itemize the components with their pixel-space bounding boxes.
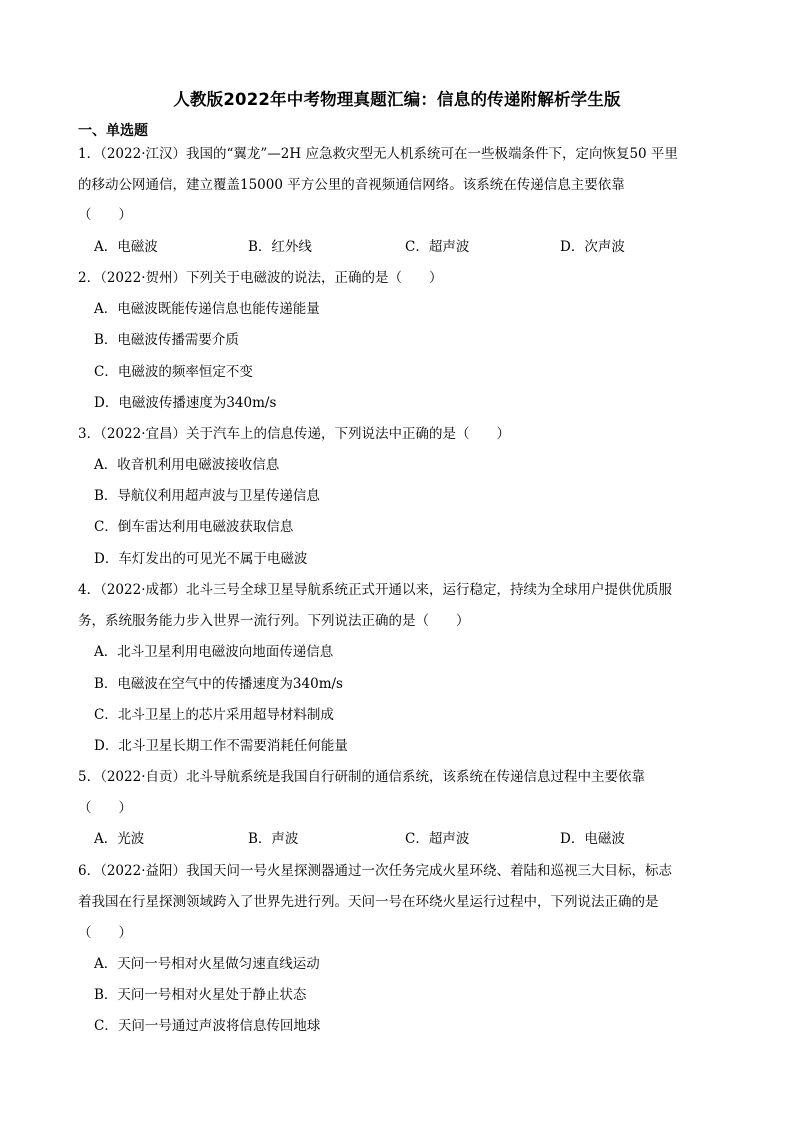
question-4-option-c: C．北斗卫星上的芯片采用超导材料制成 bbox=[94, 707, 334, 723]
question-5-line-2: （ ） bbox=[78, 800, 132, 816]
question-1-option-c: C．超声波 bbox=[405, 239, 470, 255]
question-6-line-1: 6．（2022·益阳）我国天问一号火星探测器通过一次任务完成火星环绕、着陆和巡视三大目标，标志 bbox=[78, 863, 672, 879]
question-1-option-a: A．电磁波 bbox=[94, 239, 158, 255]
question-3-option-c: C．倒车雷达利用电磁波获取信息 bbox=[94, 519, 294, 535]
question-5-option-b: B．声波 bbox=[248, 831, 299, 847]
question-1-option-d: D．次声波 bbox=[560, 239, 625, 255]
question-2-option-d: D．电磁波传播速度为340m/s bbox=[94, 395, 277, 411]
question-3-option-a: A．收音机利用电磁波接收信息 bbox=[94, 457, 280, 473]
question-5-option-c: C．超声波 bbox=[405, 831, 470, 847]
question-6-option-b: B．天问一号相对火星处于静止状态 bbox=[94, 987, 307, 1003]
section-heading: 一、单选题 bbox=[78, 123, 148, 139]
document-title: 人教版2022年中考物理真题汇编：信息的传递附解析学生版 bbox=[173, 90, 621, 109]
question-3-option-b: B．导航仪利用超声波与卫星传递信息 bbox=[94, 488, 320, 504]
question-5-line-1: 5．（2022·自贡）北斗导航系统是我国自行研制的通信系统，该系统在传递信息过程中主要依靠 bbox=[78, 769, 645, 785]
question-1-option-b: B．红外线 bbox=[248, 239, 312, 255]
question-1-line-2: 的移动公网通信，建立覆盖15000 平方公里的音视频通信网络。该系统在传递信息主要依靠 bbox=[78, 177, 625, 193]
question-4-option-b: B．电磁波在空气中的传播速度为340m/s bbox=[94, 676, 343, 692]
question-2-option-a: A．电磁波既能传递信息也能传递能量 bbox=[94, 301, 320, 317]
question-5-option-a: A．光波 bbox=[94, 831, 145, 847]
question-4-option-a: A．北斗卫星利用电磁波向地面传递信息 bbox=[94, 644, 334, 660]
question-3-line-1: 3．（2022·宜昌）关于汽车上的信息传递，下列说法中正确的是（ ） bbox=[78, 426, 510, 442]
question-6-option-a: A．天问一号相对火星做匀速直线运动 bbox=[94, 956, 320, 972]
question-3-option-d: D．车灯发出的可见光不属于电磁波 bbox=[94, 551, 308, 567]
question-4-option-d: D．北斗卫星长期工作不需要消耗任何能量 bbox=[94, 738, 348, 754]
question-6-line-3: （ ） bbox=[78, 925, 132, 941]
question-2-line-1: 2．（2022·贺州）下列关于电磁波的说法，正确的是（ ） bbox=[78, 270, 443, 286]
question-4-line-1: 4．（2022·成都）北斗三号全球卫星导航系统正式开通以来，运行稳定，持续为全球用户提供优质服 bbox=[78, 582, 672, 598]
question-2-option-c: C．电磁波的频率恒定不变 bbox=[94, 364, 253, 380]
question-4-line-2: 务，系统服务能力步入世界一流行列。下列说法正确的是（ ） bbox=[78, 613, 470, 629]
question-1-line-1: 1．（2022·江汉）我国的“翼龙”—2H 应急救灾型无人机系统可在一些极端条件下，定向恢复50 平里 bbox=[78, 146, 678, 162]
question-5-option-d: D．电磁波 bbox=[560, 831, 625, 847]
question-6-line-2: 着我国在行星探测领域跨入了世界先进行列。天问一号在环绕火星运行过程中，下列说法正确的是 bbox=[78, 894, 659, 910]
question-2-option-b: B．电磁波传播需要介质 bbox=[94, 332, 239, 348]
question-1-line-3: （ ） bbox=[78, 207, 132, 223]
question-6-option-c: C．天问一号通过声波将信息传回地球 bbox=[94, 1018, 321, 1034]
